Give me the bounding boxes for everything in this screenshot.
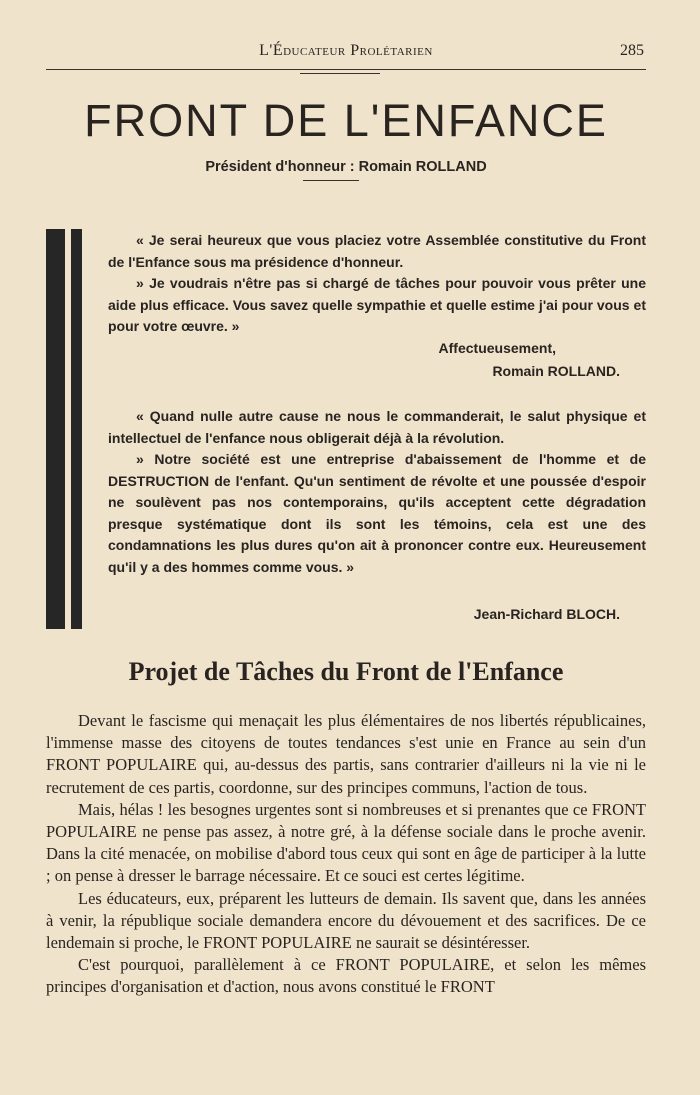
quote-signature: Jean-Richard BLOCH. bbox=[473, 606, 620, 622]
quote-closing: Affectueusement, bbox=[438, 340, 556, 356]
subtitle-rule bbox=[303, 180, 359, 181]
page-number: 285 bbox=[620, 42, 644, 59]
body-paragraph: Devant le fascisme qui menaçait les plus élémentaires de nos libertés républicaines, l'immense masse des citoyens de toutes tendances s'est unie en France au sein d'un FRONT POPULAIRE qui, au-dessus des partis, sans contrarier d'ailleurs ni la vie ni le recrutement de ces partis, coordonne, sur des principes communs, l'action de tous. bbox=[46, 711, 646, 797]
section-title: Projet de Tâches du Front de l'Enfance bbox=[128, 657, 564, 686]
subtitle: Président d'honneur : Romain ROLLAND bbox=[205, 159, 487, 175]
page-title: FRONT DE L'ENFANCE bbox=[84, 95, 608, 146]
decorative-bar-right bbox=[71, 229, 82, 629]
quote-signature: Romain ROLLAND. bbox=[492, 363, 620, 379]
quote-rolland bbox=[108, 230, 646, 338]
quote-paragraph: » Je voudrais n'être pas si chargé de tâches pour pouvoir vous prêter une aide plus efficace. Vous savez quelle sympathie et quelle estime j'ai pour vous et pour votre œuvre. » bbox=[108, 275, 646, 334]
quote-paragraph: » Notre société est une entreprise d'abaissement de l'homme et de DESTRUCTION de l'enfant. Qu'un sentiment de révolte et une poussée d'espoir ne soulèvent pas nos contemporains, qu'ils acceptent cette dégradation presque systématique dont ils sont les témoins, cela est une des condamnations les plus dures qu'on ait à prononcer contre eux. Heureusement qu'il y a des hommes comme vous. » bbox=[108, 451, 646, 575]
body-paragraph: Mais, hélas ! les besognes urgentes sont si nombreuses et si prenantes que ce FRONT POPULAIRE ne pense pas assez, à notre gré, à la défense sociale dans le proche avenir. Dans la cité menacée, on mobilise d'abord tous ceux qui sont en âge de participer à la lutte ; on pense à dresser le barrage nécessaire. Et ce souci est certes légitime. bbox=[46, 799, 646, 886]
quote-paragraph: « Je serai heureux que vous placiez votre Assemblée constitutive du Front de l'Enfance sous ma présidence d'honneur. bbox=[108, 232, 646, 270]
running-header bbox=[46, 38, 646, 68]
quote-paragraph: « Quand nulle autre cause ne nous le commanderait, le salut physique et intellectuel de l'enfance nous obligerait déjà à la révolution. bbox=[108, 408, 646, 446]
running-title: L'Éducateur Prolétarien bbox=[259, 42, 433, 59]
body-text bbox=[46, 710, 646, 999]
decorative-bar-left bbox=[46, 229, 65, 629]
quote-bloch bbox=[108, 406, 646, 578]
body-paragraph: C'est pourquoi, parallèlement à ce FRONT POPULAIRE, et selon les mêmes principes d'organisation et d'action, nous avons constitué le FRONT bbox=[46, 955, 646, 997]
header-short-rule bbox=[300, 73, 380, 74]
header-rule bbox=[46, 69, 646, 70]
body-paragraph: Les éducateurs, eux, préparent les lutteurs de demain. Ils savent que, dans les années à venir, la république sociale demandera encore du dévouement et des sacrifices. De ce lendemain si proche, le FRONT POPULAIRE ne saurait se désintéresser. bbox=[46, 888, 646, 953]
